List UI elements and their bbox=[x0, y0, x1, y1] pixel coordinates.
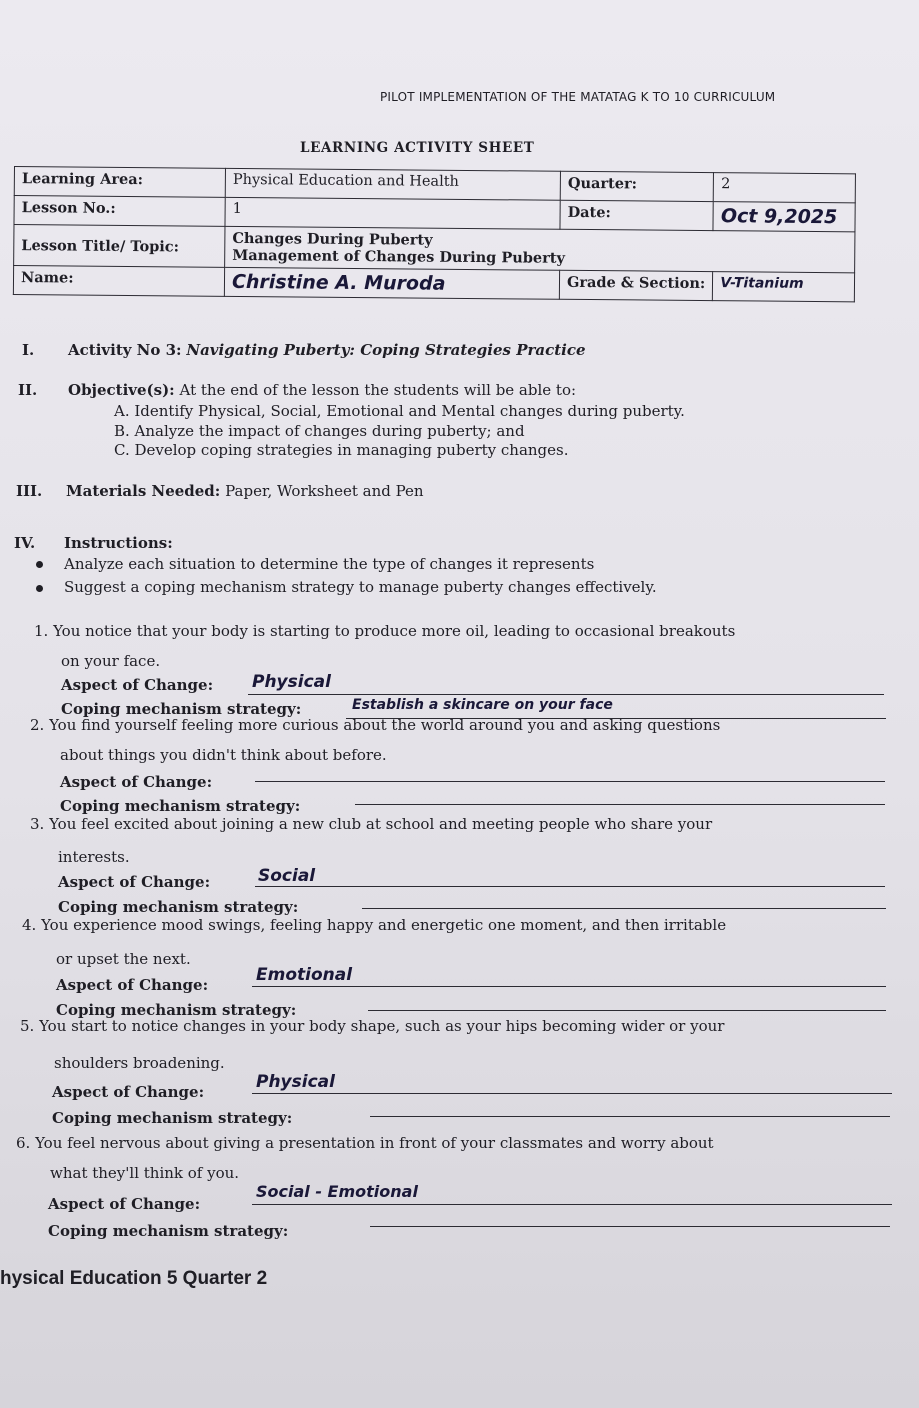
item-4-aspect-answer: Emotional bbox=[256, 965, 353, 985]
pilot-header: PILOT IMPLEMENTATION OF THE MATATAG K TO 10 CURRICULUM bbox=[380, 90, 776, 104]
objective-c: C. Develop coping strategies in managing puberty changes. bbox=[114, 441, 569, 459]
item-3-line-2: interests. bbox=[58, 848, 130, 866]
item-6-line-1: 6. You feel nervous about giving a presentation in front of your classmates and worry about bbox=[16, 1134, 714, 1152]
item-5-coping-line bbox=[370, 1116, 890, 1117]
item-2-coping-label: Coping mechanism strategy: bbox=[60, 797, 301, 815]
item-1-line-2: on your face. bbox=[61, 652, 161, 670]
section-iv-num: IV. bbox=[14, 534, 36, 552]
item-2-line-2: about things you didn't think about before. bbox=[60, 746, 387, 764]
date-value bbox=[713, 202, 855, 232]
lesson-title-line-2: Management of Changes During Puberty bbox=[232, 246, 566, 267]
sheet-title: LEARNING ACTIVITY SHEET bbox=[300, 140, 535, 156]
quarter-value: 2 bbox=[713, 173, 855, 203]
item-6-aspect-answer: Social - Emotional bbox=[256, 1182, 418, 1201]
item-4-aspect-label: Aspect of Change: bbox=[56, 976, 209, 994]
section-iii-label: Materials Needed: bbox=[66, 482, 221, 500]
section-i-value: Navigating Puberty: Coping Strategies Practice bbox=[186, 341, 586, 359]
item-6-coping-line bbox=[370, 1226, 890, 1227]
section-iii-value: Paper, Worksheet and Pen bbox=[225, 482, 424, 500]
date-label: Date: bbox=[560, 200, 714, 230]
section-ii-value: At the end of the lesson the students will be able to: bbox=[179, 381, 577, 399]
item-1-aspect-line bbox=[248, 694, 884, 695]
item-3-aspect-label: Aspect of Change: bbox=[58, 873, 211, 891]
item-2-aspect-line bbox=[255, 781, 885, 782]
section-ii bbox=[68, 381, 576, 399]
name-label: Name: bbox=[13, 266, 224, 297]
item-5-coping-label: Coping mechanism strategy: bbox=[52, 1109, 293, 1127]
item-4-line-2: or upset the next. bbox=[56, 950, 191, 968]
section-i-num: I. bbox=[22, 341, 35, 359]
info-table bbox=[13, 166, 856, 302]
section-iii-num: III. bbox=[16, 482, 43, 500]
lesson-title-line-1: Changes During Puberty bbox=[232, 229, 433, 249]
item-1-coping-answer: Establish a skincare on your face bbox=[352, 697, 613, 713]
lesson-title-label: Lesson Title/ Topic: bbox=[14, 225, 225, 268]
bullet-icon bbox=[36, 585, 43, 592]
learning-area-label: Learning Area: bbox=[14, 167, 225, 198]
item-3-aspect-line bbox=[255, 886, 885, 887]
objective-b: B. Analyze the impact of changes during puberty; and bbox=[114, 422, 525, 440]
section-i-label: Activity No 3: bbox=[68, 341, 182, 359]
item-1-line-1: 1. You notice that your body is starting to produce more oil, leading to occasional breakouts bbox=[34, 622, 736, 640]
item-5-aspect-label: Aspect of Change: bbox=[52, 1083, 205, 1101]
item-1-aspect-label: Aspect of Change: bbox=[61, 676, 214, 694]
item-6-coping-label: Coping mechanism strategy: bbox=[48, 1222, 289, 1240]
instruction-2: Suggest a coping mechanism strategy to manage puberty changes effectively. bbox=[64, 578, 657, 596]
section-ii-label: Objective(s): bbox=[68, 381, 175, 399]
grade-handwriting: V-Titanium bbox=[720, 275, 804, 292]
section-i bbox=[68, 341, 586, 359]
item-1-aspect-answer: Physical bbox=[252, 672, 331, 692]
item-5-line-2: shoulders broadening. bbox=[54, 1054, 225, 1072]
item-2-line-1: 2. You find yourself feeling more curious about the world around you and asking questions bbox=[30, 716, 721, 734]
item-2-coping-line bbox=[355, 804, 885, 805]
grade-value bbox=[713, 272, 855, 302]
page-footer: hysical Education 5 Quarter 2 bbox=[0, 1268, 268, 1289]
objective-a: A. Identify Physical, Social, Emotional and Mental changes during puberty. bbox=[114, 402, 685, 420]
item-6-aspect-label: Aspect of Change: bbox=[48, 1195, 201, 1213]
section-iv-label: Instructions: bbox=[64, 534, 173, 552]
date-handwriting: Oct 9,2025 bbox=[720, 205, 838, 229]
quarter-label: Quarter: bbox=[560, 171, 714, 201]
item-3-coping-label: Coping mechanism strategy: bbox=[58, 898, 299, 916]
bullet-icon bbox=[36, 561, 43, 568]
item-2-aspect-label: Aspect of Change: bbox=[60, 773, 213, 791]
section-ii-num: II. bbox=[18, 381, 38, 399]
item-4-coping-label: Coping mechanism strategy: bbox=[56, 1001, 297, 1019]
item-3-coping-line bbox=[362, 908, 886, 909]
item-4-aspect-line bbox=[252, 986, 886, 987]
lesson-no-label: Lesson No.: bbox=[14, 196, 225, 227]
item-6-line-2: what they'll think of you. bbox=[50, 1164, 240, 1182]
item-4-coping-line bbox=[368, 1010, 886, 1011]
name-handwriting: Christine A. Muroda bbox=[231, 270, 446, 295]
item-6-aspect-line bbox=[252, 1204, 892, 1205]
item-4-line-1: 4. You experience mood swings, feeling happy and energetic one moment, and then irritable bbox=[22, 916, 727, 934]
item-3-line-1: 3. You feel excited about joining a new club at school and meeting people who share your bbox=[30, 815, 713, 833]
grade-label: Grade & Section: bbox=[559, 270, 713, 300]
section-iii bbox=[66, 482, 424, 500]
item-5-aspect-answer: Physical bbox=[256, 1072, 335, 1092]
item-5-aspect-line bbox=[252, 1093, 892, 1094]
instruction-1: Analyze each situation to determine the type of changes it represents bbox=[64, 555, 595, 573]
name-value bbox=[224, 267, 559, 299]
lesson-no-value: 1 bbox=[225, 197, 560, 229]
item-1-coping-label: Coping mechanism strategy: bbox=[61, 700, 302, 718]
item-5-line-1: 5. You start to notice changes in your body shape, such as your hips becoming wider or your bbox=[20, 1017, 725, 1035]
item-3-aspect-answer: Social bbox=[258, 866, 316, 886]
lesson-title-value bbox=[225, 226, 855, 272]
learning-area-value: Physical Education and Health bbox=[225, 168, 560, 200]
